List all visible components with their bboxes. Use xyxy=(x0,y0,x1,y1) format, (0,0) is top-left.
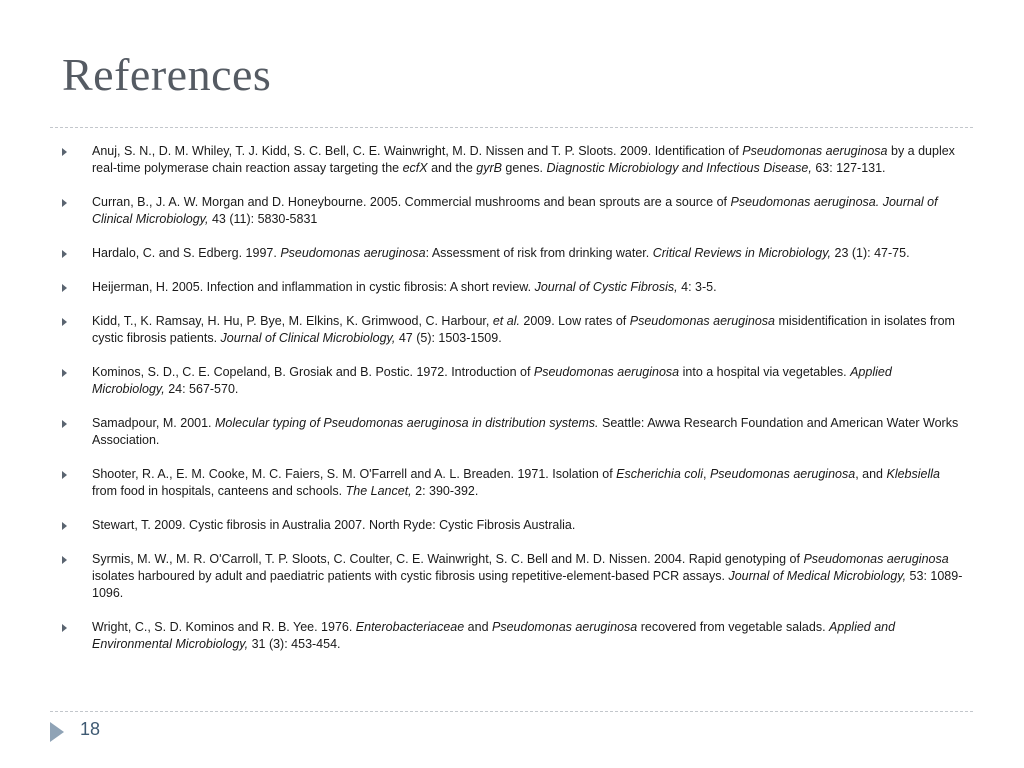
reference-item xyxy=(62,517,967,534)
bullet-arrow-icon xyxy=(62,556,67,564)
bottom-divider xyxy=(50,711,973,712)
reference-item xyxy=(62,245,967,262)
reference-item xyxy=(62,143,967,177)
reference-text: isolates harboured by adult and paediatric patients with cystic fibrosis using repetitive-element-based PCR assays. xyxy=(92,569,729,583)
reference-text: Syrmis, M. W., M. R. O'Carroll, T. P. Sloots, C. Coulter, C. E. Wainwright, S. C. Bell and M. D. Nissen. 2004. Rapid genotyping of xyxy=(92,552,804,566)
bullet-arrow-icon xyxy=(62,471,67,479)
bullet-arrow-icon xyxy=(62,522,67,530)
reference-text: Shooter, R. A., E. M. Cooke, M. C. Faiers, S. M. O'Farrell and A. L. Breaden. 1971. Isolation of xyxy=(92,467,617,481)
reference-italic-text: gyrB xyxy=(476,161,502,175)
reference-text: and the xyxy=(427,161,477,175)
reference-text: Stewart, T. 2009. Cystic fibrosis in Australia 2007. North Ryde: Cystic Fibrosis Australia. xyxy=(92,518,576,532)
bullet-arrow-icon xyxy=(62,284,67,292)
reference-text: Curran, B., J. A. W. Morgan and D. Honeybourne. 2005. Commercial mushrooms and bean sprouts are a source of xyxy=(92,195,731,209)
reference-text: Kominos, S. D., C. E. Copeland, B. Grosiak and B. Postic. 1972. Introduction of xyxy=(92,365,534,379)
reference-italic-text: Pseudomonas aeruginosa xyxy=(709,467,856,481)
reference-text: : Assessment of risk from drinking water. xyxy=(425,246,653,260)
reference-text: misidentification in isolates from cystic fibrosis patients. xyxy=(92,314,955,345)
reference-italic-text: Enterobacteriaceae xyxy=(355,620,465,634)
reference-italic-text: Diagnostic Microbiology and Infectious Disease, xyxy=(546,161,812,175)
reference-italic-text: Pseudomonas aeruginosa. Journal of Clinical Microbiology, xyxy=(92,195,938,226)
reference-italic-text: Escherichia coli xyxy=(616,467,703,481)
reference-text: recovered from vegetable salads. xyxy=(637,620,830,634)
reference-italic-text: Applied and Environmental Microbiology, xyxy=(92,620,896,651)
reference-text: Samadpour, M. 2001. xyxy=(92,416,215,430)
reference-text: by a duplex real-time polymerase chain reaction assay targeting the xyxy=(92,144,955,175)
reference-italic-text: ecfX xyxy=(402,161,428,175)
reference-item xyxy=(62,364,967,398)
reference-text: genes. xyxy=(501,161,547,175)
top-divider xyxy=(50,127,973,128)
reference-text: , xyxy=(703,467,710,481)
reference-italic-text: et al. xyxy=(492,314,520,328)
reference-item xyxy=(62,415,967,449)
reference-text: 2009. Low rates of xyxy=(519,314,630,328)
reference-item xyxy=(62,194,967,228)
reference-text: 4: 3-5. xyxy=(677,280,717,294)
reference-item xyxy=(62,551,967,602)
reference-italic-text: Pseudomonas aeruginosa xyxy=(803,552,949,566)
reference-item xyxy=(62,466,967,500)
reference-text: Seattle: Awwa Research Foundation and American Water Works Association. xyxy=(92,416,959,447)
reference-text: 2: 390-392. xyxy=(411,484,479,498)
reference-text: 24: 567-570. xyxy=(164,382,239,396)
reference-item xyxy=(62,279,967,296)
reference-italic-text: Pseudomonas aeruginosa xyxy=(533,365,680,379)
bullet-arrow-icon xyxy=(62,420,67,428)
bullet-arrow-icon xyxy=(62,148,67,156)
bullet-arrow-icon xyxy=(62,369,67,377)
reference-italic-text: Pseudomonas aeruginosa xyxy=(629,314,775,328)
bullet-arrow-icon xyxy=(62,318,67,326)
reference-italic-text: Pseudomonas aeruginosa xyxy=(280,246,426,260)
reference-text: from food in hospitals, canteens and schools. xyxy=(92,484,346,498)
reference-text: Kidd, T., K. Ramsay, H. Hu, P. Bye, M. Elkins, K. Grimwood, C. Harbour, xyxy=(92,314,493,328)
reference-text: Anuj, S. N., D. M. Whiley, T. J. Kidd, S. C. Bell, C. E. Wainwright, M. D. Nissen and T. P. Sloots. 2009. Identification of xyxy=(92,144,743,158)
reference-text: into a hospital via vegetables. xyxy=(679,365,851,379)
reference-italic-text: Journal of Clinical Microbiology, xyxy=(220,331,396,345)
reference-item xyxy=(62,619,967,653)
reference-item xyxy=(62,313,967,347)
reference-italic-text: Journal of Cystic Fibrosis, xyxy=(534,280,678,294)
reference-text: 47 (5): 1503-1509. xyxy=(395,331,502,345)
bullet-arrow-icon xyxy=(62,199,67,207)
reference-italic-text: Pseudomonas aeruginosa xyxy=(742,144,888,158)
bullet-arrow-icon xyxy=(62,624,67,632)
reference-list xyxy=(62,143,967,670)
reference-italic-text: Journal of Medical Microbiology, xyxy=(728,569,907,583)
page-number: 18 xyxy=(80,719,101,739)
reference-text: and xyxy=(464,620,493,634)
reference-text: Hardalo, C. and S. Edberg. 1997. xyxy=(92,246,281,260)
reference-italic-text: Critical Reviews in Microbiology, xyxy=(652,246,832,260)
reference-italic-text: Molecular typing of Pseudomonas aeruginosa in distribution systems. xyxy=(215,416,599,430)
footer-arrow-icon xyxy=(50,722,64,742)
reference-italic-text: Klebsiella xyxy=(886,467,940,481)
slide-title: References xyxy=(62,49,272,100)
reference-text: 43 (11): 5830-5831 xyxy=(208,212,318,226)
reference-text: 63: 127-131. xyxy=(811,161,886,175)
reference-text: 53: 1089-1096. xyxy=(92,569,963,600)
reference-text: , and xyxy=(855,467,887,481)
reference-italic-text: The Lancet, xyxy=(345,484,412,498)
bullet-arrow-icon xyxy=(62,250,67,258)
reference-italic-text: Pseudomonas aeruginosa xyxy=(492,620,638,634)
reference-text: Heijerman, H. 2005. Infection and inflammation in cystic fibrosis: A short review. xyxy=(92,280,535,294)
reference-italic-text: Applied Microbiology, xyxy=(92,365,892,396)
reference-text: 31 (3): 453-454. xyxy=(248,637,341,651)
reference-text: Wright, C., S. D. Kominos and R. B. Yee. 1976. xyxy=(92,620,356,634)
reference-text: 23 (1): 47-75. xyxy=(831,246,910,260)
